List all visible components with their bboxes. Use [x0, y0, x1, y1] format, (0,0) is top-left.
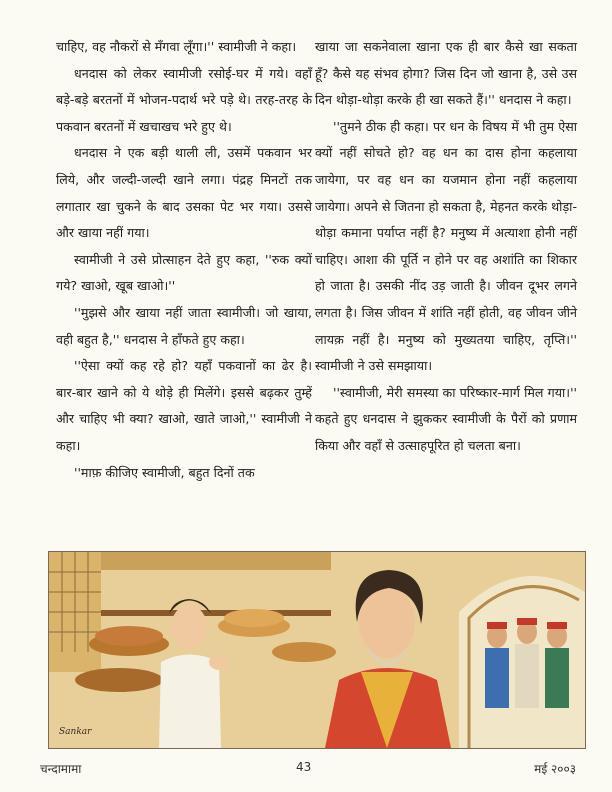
- magazine-name: चन्दामामा: [40, 762, 82, 776]
- page-footer: [0, 760, 612, 780]
- paragraph: ''ऐसा क्यों कह रहे हो? यहाँ पकवानों का ढेर है। बार-बार खाने को ये थोड़े ही मिलेंगे। इससे बढ़कर तुम्हें और चाहिए भी क्या? खाओ, खाते जाओ,'' स्वामीजी ने कहा।: [56, 358, 312, 453]
- paragraph: ''स्वामीजी, मेरी समस्या का परिष्कार-मार्ग मिल गया।'' कहते हुए धनदास ने झुककर स्वामीजी के पैरों को प्रणाम किया और वहाँ से उत्साहपूरित हो चलता बना।: [315, 384, 577, 453]
- paragraph: धनदास ने एक बड़ी थाली ली, उसमें पकवान भर लिये, और जल्दी-जल्दी खाने लगा। पंद्रह मिनटों तक लगातार खा चुकने के बाद उसका पेट भर गया। उससे और खाया नहीं गया।: [56, 145, 312, 241]
- paragraph: चाहिए, वह नौकरों से मँगवा लूँगा।'' स्वामीजी ने कहा।: [56, 39, 297, 54]
- paragraph: स्वामीजी ने उसे प्रोत्साहन देते हुए कहा, ''रुक क्यों गये? खाओ, खूब खाओ।'': [56, 251, 312, 294]
- issue-date: मई २००३: [534, 762, 576, 776]
- paragraph: खाया जा सकनेवाला खाना एक ही बार कैसे खा सकता हूँ? कैसे यह संभव होगा? जिस दिन जो खाना है, उसे उस दिन थोड़ा-थोड़ा करके ही खा सकते हैं।'' धनदास ने कहा।: [315, 39, 577, 108]
- left-text-column: [56, 34, 312, 486]
- paragraph: ''तुमने ठीक ही कहा। पर धन के विषय में भी तुम ऐसा क्यों नहीं सोचते हो? वह धन का दास होना कहलाया जायेगा, पर वह धन का यजमान होना नहीं कहलाया जायेगा। अपने से जितना हो सकता है, मेहनत करके थोड़ा-थोड़ा कमाना पर्याप्त नहीं है? मनुष्य में अत्याशा होनी नहीं चाहिए। आशा की पूर्ति न होने पर वह अशांति का शिकार हो जाता है। उसकी नींद उड़ जाती है। जीवन दूभर लगने लगता है। जिस जीवन में शांति नहीं होती, वह जीवन जीने लायक़ नहीं है। मनुष्य को मुख्यतया चाहिए, तृप्ति।'' स्वामीजी ने उसे समझाया।: [315, 118, 577, 374]
- paragraph: ''माफ़ कीजिए स्वामीजी, बहुत दिनों तक: [74, 464, 255, 480]
- page-number: 43: [296, 760, 312, 774]
- paragraph: धनदास को लेकर स्वामीजी रसोई-घर में गये। वहाँ बड़े-बड़े बरतनों में भोजन-पदार्थ भरे पड़े थे। तरह-तरह के पकवान बरतनों में खचाखच भरे हुए थे।: [56, 65, 312, 134]
- paragraph: ''मुझसे और खाया नहीं जाता स्वामीजी। जो खाया, वही बहुत है,'' धनदास ने हाँफते हुए कहा।: [56, 304, 312, 347]
- story-illustration: [48, 551, 586, 749]
- artist-signature: Sankar: [59, 727, 92, 737]
- right-text-column: [315, 34, 577, 460]
